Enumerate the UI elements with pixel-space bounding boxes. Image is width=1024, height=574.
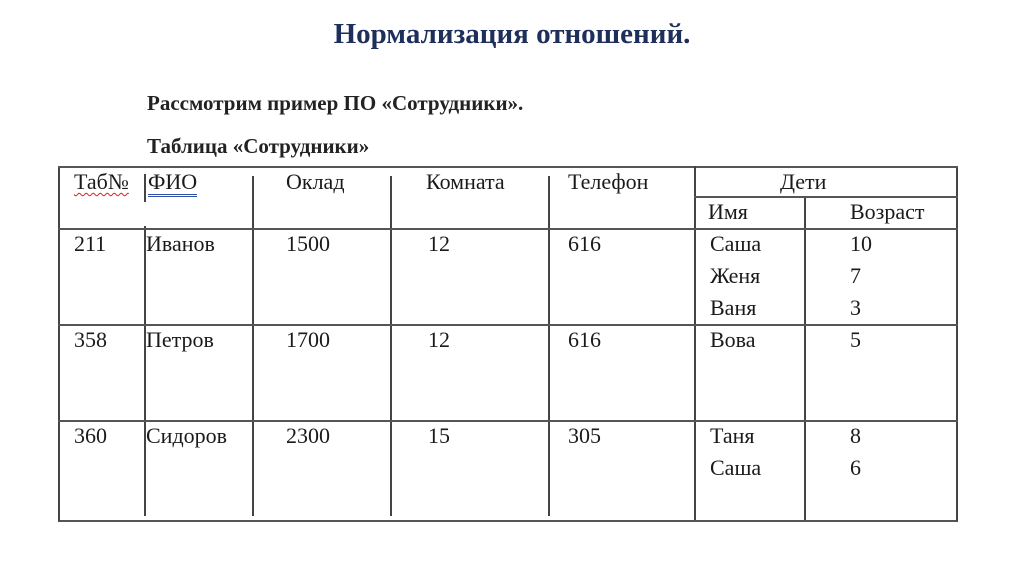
employees-table: [58, 166, 958, 522]
cell-child-names: Саша Женя Ваня: [710, 231, 762, 320]
cell-salary: 2300: [286, 423, 330, 448]
table-caption: Таблица «Сотрудники»: [147, 134, 370, 158]
col-divider: [252, 176, 254, 516]
cell-room: 12: [428, 327, 450, 352]
intro-text: Рассмотрим пример ПО «Сотрудники».: [147, 91, 524, 115]
header-child-age: Возраст: [850, 199, 925, 224]
header-child-name: Имя: [708, 199, 748, 224]
cell-fio: Иванов: [146, 231, 215, 256]
cell-salary: 1500: [286, 231, 330, 256]
cell-phone: 305: [568, 423, 601, 448]
cell-child-names: Вова: [710, 327, 756, 352]
cell-fio: Петров: [146, 327, 214, 352]
cell-tab: 211: [74, 231, 107, 256]
col-divider: [144, 174, 146, 202]
cell-phone: 616: [568, 231, 601, 256]
col-divider: [804, 198, 806, 520]
cell-room: 15: [428, 423, 450, 448]
cell-tab: 358: [74, 327, 107, 352]
cell-fio: Сидоров: [146, 423, 228, 448]
cell-child-names: Таня Саша: [710, 423, 762, 480]
col-divider: [390, 176, 392, 516]
cell-phone: 616: [568, 327, 601, 352]
cell-child-ages: 5: [850, 327, 861, 352]
cell-child-ages: 8 6: [850, 423, 861, 480]
header-salary: Оклад: [286, 169, 345, 194]
cell-salary: 1700: [286, 327, 330, 352]
cell-child-ages: 10 7 3: [850, 231, 872, 320]
col-divider: [144, 226, 146, 516]
col-divider: [548, 176, 550, 516]
header-tab: Таб№: [74, 169, 129, 194]
header-phone: Телефон: [568, 169, 649, 194]
col-divider: [694, 166, 696, 520]
header-fio: ФИО: [148, 166, 197, 198]
cell-tab: 360: [74, 423, 107, 448]
slide-title: Нормализация отношений.: [333, 18, 691, 50]
header-children: Дети: [780, 169, 827, 194]
cell-room: 12: [428, 231, 450, 256]
header-room: Комната: [426, 169, 505, 194]
